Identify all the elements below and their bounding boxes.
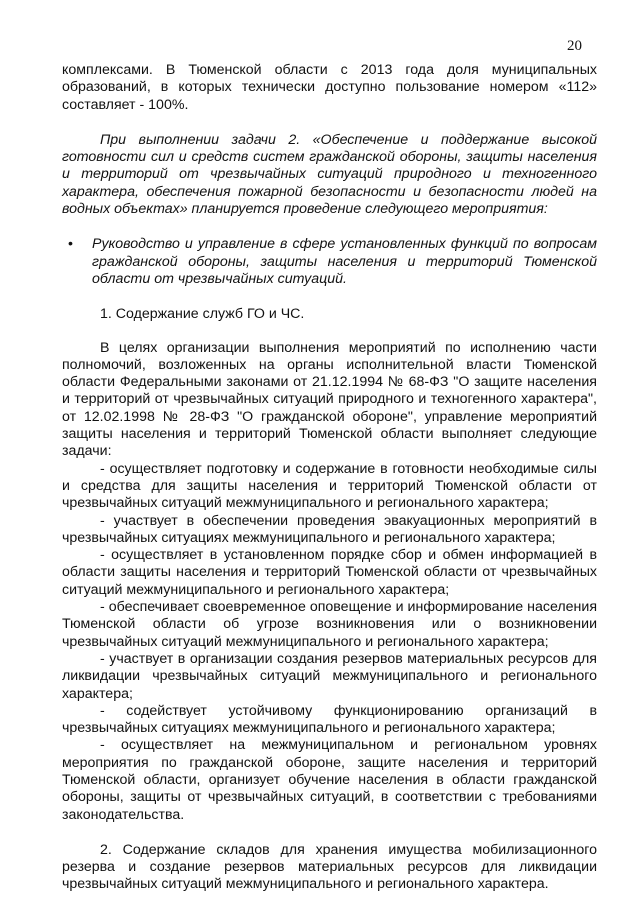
task-item: - обеспечивает своевременное оповещение и информирование населения Тюменской области об угрозе возникновения или о возникновении чрезвычайных ситуаций межмуниципального и регионального характера; [62, 599, 597, 650]
section-heading-1: 1. Содержание служб ГО и ЧС. [100, 306, 305, 323]
page-number: 20 [567, 38, 582, 54]
task-item: - участвует в организации создания резервов материальных ресурсов для ликвидации чрезвычайных ситуаций межмуниципального и регионального характера; [62, 650, 597, 702]
section-heading-2: 2. Содержание складов для хранения имущества мобилизационного резерва и создание резервов материальных ресурсов для ликвидации чрезвычайных ситуаций межмуниципального и регионального характера. [62, 841, 597, 893]
task-list [62, 461, 597, 824]
task-item: - осуществляет на межмуниципальном и региональном уровнях мероприятия по гражданской обороне, защите населения и территорий Тюменской области, организует обучение населения в области гражданской обороны, защиты от чрезвычайных ситуаций, в соответствии с требованиями законодательства. [62, 737, 597, 823]
task-item: - участвует в обеспечении проведения эвакуационных мероприятий в чрезвычайных ситуациях межмуниципального и регионального характера; [62, 512, 597, 546]
paragraph-objectives: В целях организации выполнения мероприятий по исполнению части полномочий, возложенных на органы исполнительной власти Тюменской области Федеральными законами от 21.12.1994 № 68-ФЗ "О защите населения и территорий от чрезвычайных ситуаций природного и техногенного характера", от 12.02.1998 № 28-ФЗ "О гражданской обороне", управление мероприятий защиты населения и территорий Тюменской области выполняет следующие задачи: [62, 339, 597, 460]
task-item: - содействует устойчивому функционированию организаций в чрезвычайных ситуациях межмуниципального и регионального характера; [62, 702, 597, 737]
task-item: - осуществляет в установленном порядке сбор и обмен информацией в области защиты населения и территорий Тюменской области от чрезвычайных ситуаций межмуниципального и регионального характера; [62, 547, 597, 598]
bullet-icon: • [68, 236, 73, 253]
bullet-item [62, 236, 597, 288]
task-item: - осуществляет подготовку и содержание в готовности необходимые силы и средства для защиты населения и территорий Тюменской области от чрезвычайных ситуаций межмуниципального и регионального характера; [62, 460, 597, 512]
page-content [62, 62, 597, 894]
bullet-text: Руководство и управление в сфере установленных функций по вопросам гражданской обороны, защиты населения и территорий Тюменской области от чрезвычайных ситуаций. [92, 236, 597, 287]
paragraph-task-2: При выполнении задачи 2. «Обеспечение и поддержание высокой готовности сил и средств систем гражданской обороны, защиты населения и территорий от чрезвычайных ситуаций природного и техногенного характера, обеспечения пожарной безопасности и безопасности людей на водных объектах» планируется проведение следующего мероприятия: [62, 131, 597, 218]
paragraph-112-coverage: комплексами. В Тюменской области с 2013 года доля муниципальных образований, в которых технически доступно пользование номером «112» составляет - 100%. [62, 62, 597, 113]
